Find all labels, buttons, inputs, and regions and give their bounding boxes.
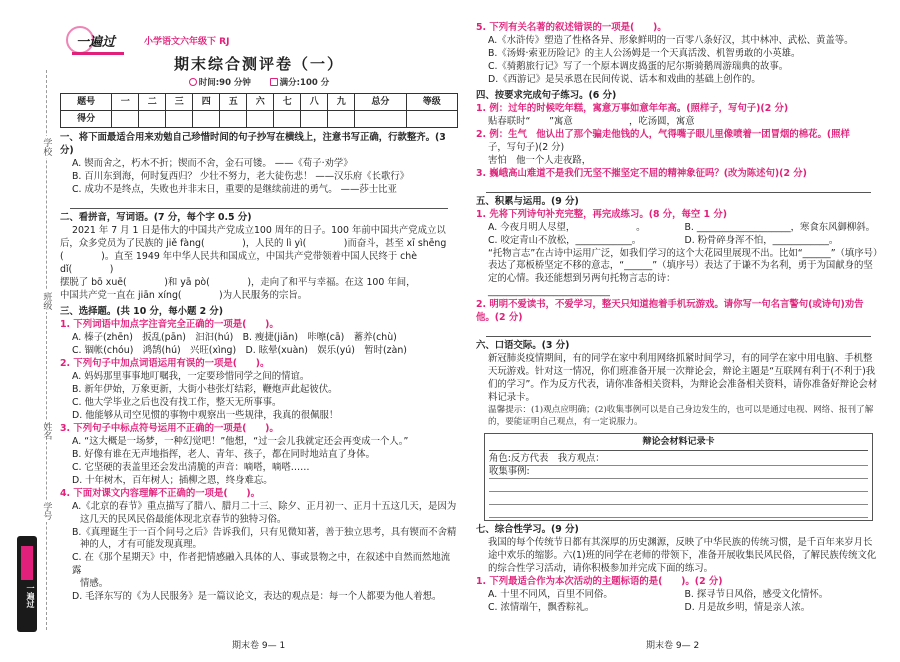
gutter-name: 姓名 bbox=[41, 422, 52, 440]
page-header bbox=[60, 22, 458, 60]
section-7: 七、综合性学习。(9 分) 我国的每个传统节日都有其深厚的历史渊源，反映了中华民族的传统习惯，是千百年来岁月长途中欢乐的缩影。六(1)班的同学在老师的带领下，准备开展收集民风民俗，了解民族传统文化的综合性学习活动，请你积极参加并完成下面的练习。 1. 下列最适合作为本次活动的主题标语的是( )。(2 分) A. 十里不同风，百里不同俗。 B. 探寻节日风俗，感受文化情怀。 C. 浓情端午，飘香粽礼。 D. 月是故乡明，情是亲人浓。 bbox=[476, 524, 881, 615]
card-title: 辩论会材料记录卡 bbox=[489, 436, 868, 451]
section-title: 六、口语交际。(3 分) bbox=[476, 340, 570, 352]
answer-line[interactable] bbox=[486, 325, 871, 337]
section-title: 七、综合性学习。(9 分) bbox=[476, 523, 579, 535]
section-title: 五、积累与运用。(9 分) bbox=[476, 195, 579, 207]
page-footer-left: 期末卷 9— 1 bbox=[232, 641, 286, 651]
binding-gutter bbox=[0, 0, 66, 662]
section-3: 三、选择题。(共 10 分，每小题 2 分) 1. 下列词语中加点字注音完全正确的一项是( )。 A. 榛子(zhēn) 扳乱(pān) 汩汩(hú) B. 瘦捷(jiān) 咔嚓(cā) 蓄养(chù) C. 锢帐(chóu) 鸿鹄(hú) 兴旺(xìng) D. 眩晕(xuàn) 娱乐(yú) 暂时(zàn) 2. 下列句子中加点词语运用有误的一项是( )。 A. 妈妈那里事事地叮嘱我，一定要珍惜同学之间的情谊。 B. 新年伊始，万象更新，大街小巷张灯结彩，鞭炮声此起彼伏。 C. 他大学毕业之后也没有找工作，整天无所事事。 D. 他能够从司空见惯的事物中观察出一些规律，我真的很佩服！ 3. 下列句子中标点符号运用不正确的一项是( )。 A. “这大概是一场梦，一种幻觉吧！”他想，“过一会儿我就定还会再变成一个人。” B. 好像有谁在无声地指挥，老人、青年、孩子，都在同时地站直了身体。 C. 它坚硬的表盖里还会发出清脆的声音：嘀嗒，嘀嗒…… D. 十年树木，百年树人；插柳之恩，终身难忘。 4. 下面对课文内容理解不正确的一项是( )。 A.《北京的春节》重点描写了腊八、腊月二十三、除夕、正月初一、正月十五这几天，是因为 这几天的民风民俗最能体现北京春节的独特习俗。 B.《真理诞生于一百个问号之后》告诉我们，只有见微知著，善于独立思考，具有锲而不舍精 神的人，才有可能发现真理。 C. 在《那个星期天》中，作者把情感融入具体的人、事或景物之中，在叙述中自然而然地流露 情感。 D. 毛泽东写的《为人民服务》是一篇议论文，表达的观点是：每一个人都要为他人着想。 bbox=[60, 306, 457, 603]
exam-score: 满分:100 分 bbox=[279, 77, 330, 88]
answer-line[interactable] bbox=[70, 197, 448, 209]
section-title: 一、将下面最适合用来劝勉自己珍惜时间的句子抄写在横线上，注意书写正确，行款整齐。(3 分) bbox=[60, 132, 446, 157]
section-title: 二、看拼音，写词语。(7 分，每个字 0.5 分) bbox=[60, 212, 252, 224]
side-brand-logo: 一遍过 bbox=[14, 536, 40, 642]
clock-icon bbox=[189, 78, 197, 86]
debate-record-card bbox=[484, 433, 873, 521]
page-footer-right: 期末卷 9— 2 bbox=[646, 641, 700, 651]
section-5: 五、积累与运用。(9 分) 1. 先将下列诗句补充完整，再完成练习。(8 分，每空 1 分) A. 今夜月明人尽望， 。 B. ____________________，寒食东风御柳斜。 C. 咬定青山不放松，____________。 D. 粉骨碎身浑不怕，____________。 “托物言志”在古诗中运用广泛，如我们学习的这个大花园里展现不出。比如“______”（填序号）表达了郑板桥坚定不移的意志，“______”（填序号）表达了于谦不为名利，勇于为国献身的坚定的心情。我还能想到另两句托物言志的诗： __________________________ 2. 明明不爱读书，不爱学习，整天只知道抱着手机玩游戏。请你写一句名言警句(或诗句)劝告他。(2 分) bbox=[476, 196, 881, 338]
section-title: 四、按要求完成句子练习。(6 分) bbox=[476, 89, 617, 101]
left-page bbox=[60, 22, 458, 604]
score-table bbox=[60, 93, 458, 128]
card-role[interactable]: 角色:反方代表 我方观点： bbox=[489, 453, 868, 466]
gutter-class: 班级 bbox=[41, 292, 52, 310]
gutter-school: 学校 bbox=[41, 138, 52, 156]
exam-meta bbox=[60, 78, 458, 90]
exam-title: 期末综合测评卷（一） bbox=[173, 55, 344, 73]
gutter-number: 学号 bbox=[41, 502, 52, 520]
section-title: 三、选择题。(共 10 分，每小题 2 分) bbox=[60, 306, 224, 318]
hint-text: 温馨提示：(1)观点应明确；(2)收集事例可以是自己身边发生的，也可以是通过电视、网络、报刊了解的，要能证明自己观点，有一定说服力。 bbox=[488, 405, 874, 428]
section-4: 四、按要求完成句子练习。(6 分) 1. 例：过年的时候吃年糕，寓意万事如意年年高。(照样子，写句子)(2 分) 贴春联时“ ”寓意 ，吃汤圆，寓意 2. 例：生气 他认出了那个骗走他钱的人，气得嘴子眼儿里像喷着一团冒烟的棉花。(照样 子，写句子)(2 分) 害怕 他一个人走夜路， 3. 巍峨高山难道不是我们无坚不摧坚定不屈的精神象征吗？(改为陈述句)(2 分) bbox=[476, 90, 881, 193]
answer-line[interactable] bbox=[486, 181, 871, 193]
card-examples[interactable]: 收集事例: bbox=[489, 466, 868, 479]
score-icon bbox=[270, 78, 278, 86]
section-6: 六、口语交际。(3 分) 新冠肺炎疫情期间，有的同学在家中利用网络抓紧时间学习，有的同学在家中用电脑、手机整天玩游戏。针对这一情况，你们班准备开展一次辩论会，辩论主题是“互联网有利于(不利于)我们的学习”。作为反方代表，请你准备相关资料，为辩论会准备相关资料，请你准备好辩论会材料记录卡。 温馨提示：(1)观点应明确；(2)收集事例可以是自己身边发生的，也可以是通过电视、网络、报刊了解的，要能证明自己观点，有一定说服力。 辩论会材料记录卡 角色:反方代表 我方观点： 收集事例: bbox=[476, 340, 881, 521]
right-page: 5. 下列有关名著的叙述错误的一项是( )。 A.《水浒传》塑造了性格各异、形象鲜明的一百零八条好汉，其中林冲、武松、黄盖等。 B.《汤姆·索亚历险记》的主人公汤姆是一个天真活泼、机智勇敢的小英雄。 C.《骑鹅旅行记》写了一个原本调皮捣蛋的尼尔斯骑鹅周游瑞典的故事。 D.《西游记》是吴承恩在民间传说、话本和戏曲的基础上创作的。 四、按要求完成句子练习。(6 分) 1. 例：过年的时候吃年糕，寓意万事如意年年高。(照样子，写句子)(2 分) 贴春联时“ ”寓意 ，吃汤圆，寓意 2. 例：生气 他认出了那个骗走他钱的人，气得嘴子眼儿里像喷着一团冒烟的棉花。(照样 子，写句子)(2 分) 害怕 他一个人走夜路， 3. 巍峨高山难道不是我们无坚不摧坚定不屈的精神象征吗？(改为陈述句)(2 分) 五、积累与运用。(9 分) 1. 先将下列诗句补充完整，再完成练习。(8 分，每空 1 分) A. 今夜月明人尽望， 。 B. ____________________，寒食东风御柳斜。 C. 咬定青山不放松，____________。 D. 粉骨碎身浑不怕，____________。 “托物言志”在古诗中运用广泛，如我们学习的这个大花园里展现不出。比如“______”（填序号）表达了郑板桥坚定不移的意志，“______”（填序号）表达了于谦不为名利，勇于为国献身的坚定的心情。我还能想到另两句托物言志的诗： __________________________ 2. 明明不爱读书，不爱学习，整天只知道抱着手机玩游戏。请你写一句名言警句(或诗句)劝告他。(2 分) 六、口语交际。(3 分) 新冠肺炎疫情期间，有的同学在家中利用网络抓紧时间学习，有的同学在家中用电脑、手机整天玩游戏。针对这一情况，你们班准备开展一次辩论会，辩论主题是“互联网有利于(不利于)我们的学习”。作为反方代表，请你准备相关资料，为辩论会准备相关资料，请你准备好辩论会材料记录卡。 温馨提示：(1)观点应明确；(2)收集事例可以是自己身边发生的，也可以是通过电视、网络、报刊了解的，要能证明自己观点，有一定说服力。 辩论会材料记录卡 角色:反方代表 我方观点： 收集事例: 七、综合性学习。(9 分) 我国的每个传统节日都有其深厚的历史渊源，反映了中华民族的传统习惯，是千百年来岁月长途中欢乐的缩影。六(1)班的同学在老师的带领下，准备开展收集民风民俗，了解民族传统文化的综合性学习活动，请你积极参加并完成下面的练习。 1. 下列最适合作为本次活动的主题标语的是( )。(2 分) A. 十里不同风，百里不同俗。 B. 探寻节日风俗，感受文化情怀。 C. 浓情端午，飘香粽礼。 D. 月是故乡明，情是亲人浓。 bbox=[476, 22, 881, 615]
book-label: 小学语文六年级下 RJ bbox=[144, 37, 230, 47]
brand-logo: 一遍过 bbox=[62, 24, 142, 58]
section-1: 一、将下面最适合用来劝勉自己珍惜时间的句子抄写在横线上，注意书写正确，行款整齐。(3 分) A. 锲而舍之，朽木不折；锲而不舍，金石可镂。 ——《荀子·劝学》 B. 百川东到海，何时复西归？ 少壮不努力，老大徒伤悲！ ——汉乐府《长歌行》 C. 成功不是终点，失败也并非末日，重要的是继续前进的勇气。 ——莎士比亚 bbox=[60, 132, 458, 209]
score-table-row: 得分 bbox=[61, 111, 458, 128]
section-2: 二、看拼音，写词语。(7 分，每个字 0.5 分) 2021 年 7 月 1 日是伟大的中国共产党成立100 周年的日子。100 年前中国共产党成立以 后，众多党员为了民族的 jiě fàng( )，人民的 lì yì( )而奋斗，甚至 xī shēng ( )。直至 1949 年中华人民共和国成立，中国共产党带领着中国人民终于 chè dǐ( ) 摆脱了 bō xuē( )和 yā pò( )，走向了和平与幸福。在这 100 年间， 中国共产党一直在 jiān xíng( )为人民服务的宗旨。 bbox=[60, 212, 458, 303]
score-table-header: 题号 一 二 三 四 五 六 七 八 九 总分 等级 bbox=[61, 94, 458, 111]
exam-time: 时间:90 分钟 bbox=[198, 77, 251, 88]
